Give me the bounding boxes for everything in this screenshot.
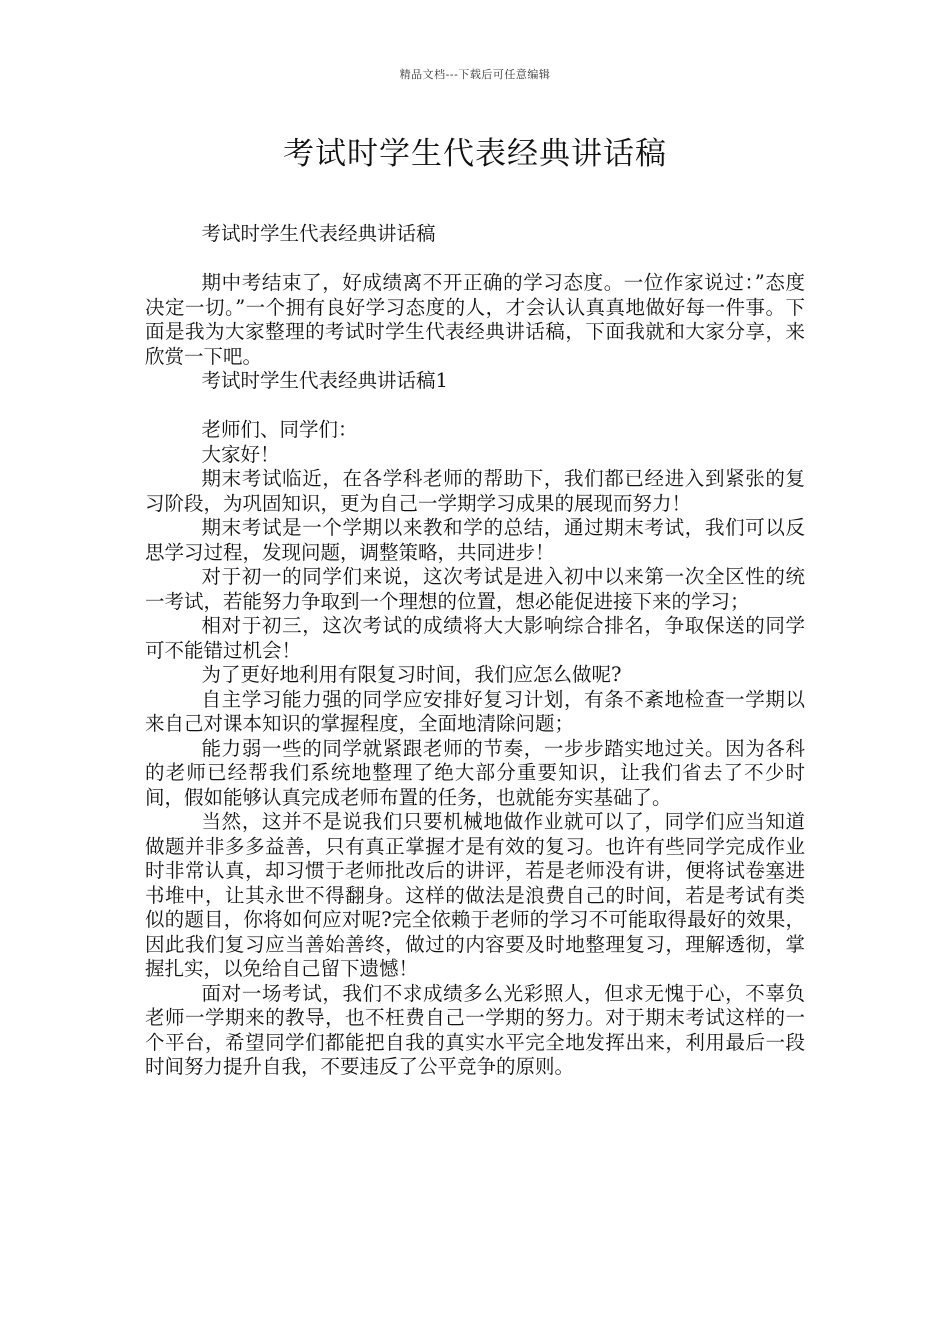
greeting-paragraph: 大家好！ xyxy=(201,442,280,466)
body-paragraph: 期末考试是一个学期以来教和学的总结，通过期末考试，我们可以反思学习过程，发现问题，调整策略，共同进步！ xyxy=(145,516,805,564)
document-body xyxy=(145,222,805,1080)
header-note: 精品文档---下载后可任意编辑 xyxy=(399,68,551,81)
intro-paragraph: 期中考结束了，好成绩离不开正确的学习态度。一位作家说过：”态度决定一切。”一个拥有良好学习态度的人，才会认认真真地做好每一件事。下面是我为大家整理的考试时学生代表经典讲话稿，下面我就和大家分享，来欣赏一下吧。 xyxy=(145,271,805,368)
body-paragraph: 对于初一的同学们来说，这次考试是进入初中以来第一次全区性的统一考试，若能努力争取到一个理想的位置，想必能促进接下来的学习； xyxy=(145,565,805,613)
body-paragraph: 当然，这并不是说我们只要机械地做作业就可以了，同学们应当知道做题并非多多益善，只有真正掌握才是有效的复习。也许有些同学完成作业时非常认真，却习惯于老师批改后的讲评，若是老师没有讲，便将试卷塞进书堆中，让其永世不得翻身。这样的做法是浪费自己的时间，若是考试有类似的题目，你将如何应对呢?完全依赖于老师的学习不可能取得最好的效果，因此我们复习应当善始善终，做过的内容要及时地整理复习，理解透彻，掌握扎实，以免给自己留下遗憾！ xyxy=(145,810,805,980)
body-paragraph: 面对一场考试，我们不求成绩多么光彩照人，但求无愧于心，不辜负老师一学期来的教导，也不枉费自己一学期的努力。对于期末考试这样的一个平台，希望同学们都能把自我的真实水平完全地发挥出来，利用最后一段时间努力提升自我，不要违反了公平竞争的原则。 xyxy=(145,981,805,1078)
body-paragraph: 相对于初三，这次考试的成绩将大大影响综合排名，争取保送的同学可不能错过机会！ xyxy=(145,614,805,662)
body-paragraph: 期末考试临近，在各学科老师的帮助下，我们都已经进入到紧张的复习阶段，为巩固知识，更为自己一学期学习成果的展现而努力！ xyxy=(145,467,805,515)
subtitle-paragraph: 考试时学生代表经典讲话稿 xyxy=(201,222,436,245)
body-paragraph: 为了更好地利用有限复习时间，我们应怎么做呢? xyxy=(201,663,622,686)
body-paragraph: 自主学习能力强的同学应安排好复习计划，有条不紊地检查一学期以来自己对课本知识的掌握程度，全面地清除问题； xyxy=(145,687,805,735)
salutation-paragraph: 老师们、同学们： xyxy=(201,418,358,441)
section-heading: 考试时学生代表经典讲话稿1 xyxy=(201,369,448,392)
body-paragraph: 能力弱一些的同学就紧跟老师的节奏，一步步踏实地过关。因为各科的老师已经帮我们系统地整理了绝大部分重要知识，让我们省去了不少时间，假如能够认真完成老师布置的任务，也就能夯实基础了。 xyxy=(145,736,805,809)
document-title: 考试时学生代表经典讲话稿 xyxy=(283,136,667,172)
